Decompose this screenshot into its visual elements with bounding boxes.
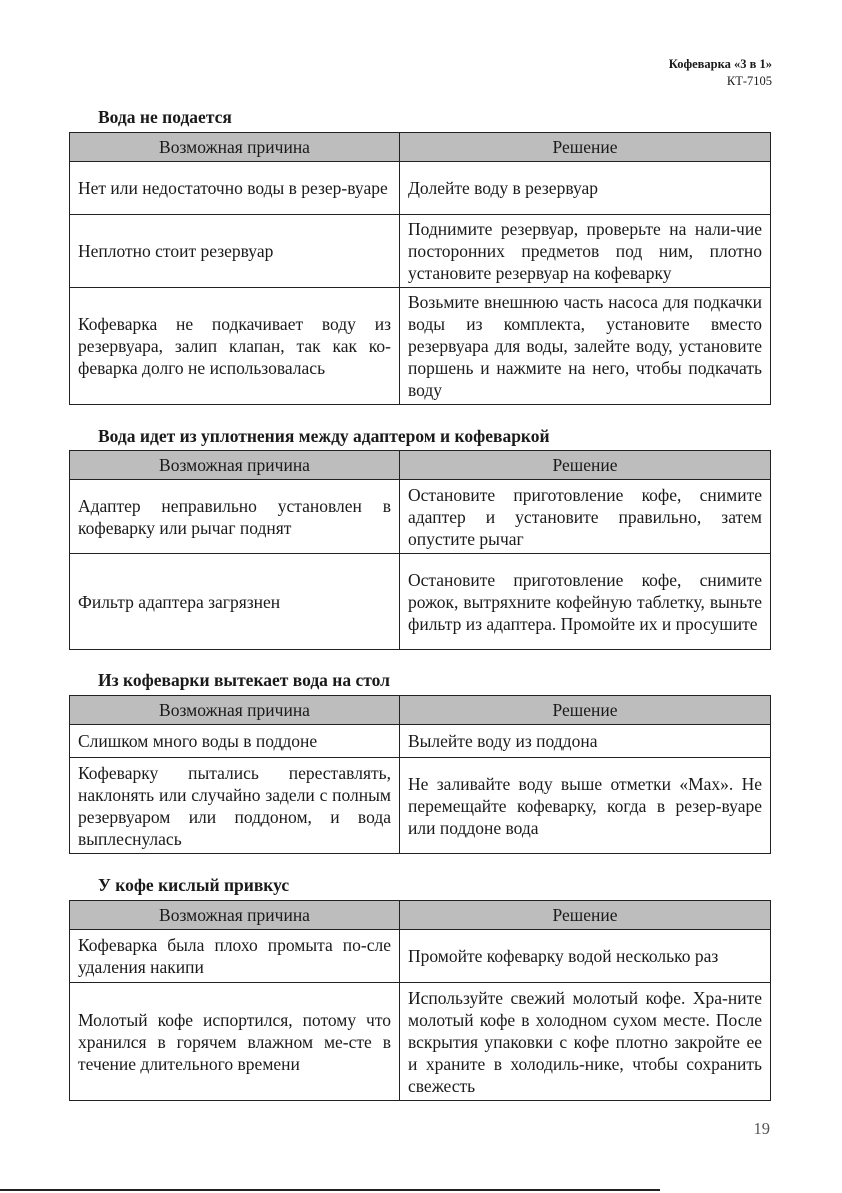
table-row (70, 215, 771, 288)
cause-column-header: Возможная причина (70, 901, 400, 930)
table-row (70, 983, 771, 1101)
table-header-row (70, 451, 771, 480)
cause-cell: Нет или недостаточно воды в резер-вуаре (70, 162, 400, 215)
table-row (70, 288, 771, 405)
solution-cell: Долейте воду в резервуар (400, 162, 771, 215)
solution-column-header: Решение (400, 133, 771, 162)
product-name: Кофеварка «3 в 1» (668, 57, 772, 71)
solution-cell: Вылейте воду из поддона (400, 725, 771, 758)
cause-column-header: Возможная причина (70, 451, 400, 480)
troubleshooting-table (69, 450, 771, 650)
section-title: У кофе кислый привкус (98, 875, 290, 895)
page-header (669, 56, 772, 90)
bottom-rule (0, 1189, 660, 1191)
table-header-row (70, 696, 771, 725)
solution-cell: Не заливайте воду выше отметки «Max». Не перемещайте кофеварку, когда в резер-вуаре или поддоне вода (400, 758, 771, 854)
solution-column-header: Решение (400, 451, 771, 480)
table-row (70, 758, 771, 854)
section-title: Вода идет из уплотнения между адаптером и кофеваркой (98, 426, 550, 446)
troubleshooting-table (69, 132, 771, 405)
cause-cell: Адаптер неправильно установлен в кофеварку или рычаг поднят (70, 480, 400, 554)
table-row (70, 480, 771, 554)
table-header-row (70, 133, 771, 162)
cause-cell: Слишком много воды в поддоне (70, 725, 400, 758)
table-row (70, 725, 771, 758)
solution-cell: Остановите приготовление кофе, снимите рожок, вытряхните кофейную таблетку, выньте фильтр из адаптера. Промойте их и просушите (400, 554, 771, 650)
solution-column-header: Решение (400, 901, 771, 930)
model-number: КТ-7105 (726, 74, 772, 88)
cause-cell: Кофеварку пытались переставлять, наклонять или случайно задели с полным резервуаром или поддоном, и вода выплеснулась (70, 758, 400, 854)
table-header-row (70, 901, 771, 930)
troubleshooting-table (69, 900, 771, 1101)
solution-cell: Промойте кофеварку водой несколько раз (400, 930, 771, 983)
table-row (70, 554, 771, 650)
section-title: Из кофеварки вытекает вода на стол (98, 670, 390, 690)
solution-cell: Остановите приготовление кофе, снимите адаптер и установите правильно, затем опустите рычаг (400, 480, 771, 554)
cause-cell: Молотый кофе испортился, потому что хранился в горячем влажном ме-сте в течение длительного времени (70, 983, 400, 1101)
cause-cell: Кофеварка была плохо промыта по-сле удаления накипи (70, 930, 400, 983)
page-number: 19 (753, 1119, 770, 1138)
cause-column-header: Возможная причина (70, 696, 400, 725)
solution-cell: Используйте свежий молотый кофе. Хра-ните молотый кофе в холодном сухом месте. После вскрытия упаковки с кофе плотно закройте ее и храните в холодиль-нике, чтобы сохранить свежесть (400, 983, 771, 1101)
cause-column-header: Возможная причина (70, 133, 400, 162)
cause-cell: Неплотно стоит резервуар (70, 215, 400, 288)
table-row (70, 930, 771, 983)
solution-column-header: Решение (400, 696, 771, 725)
section-title: Вода не подается (98, 107, 232, 127)
cause-cell: Кофеварка не подкачивает воду из резервуара, залип клапан, так как ко-феварка долго не использовалась (70, 288, 400, 405)
cause-cell: Фильтр адаптера загрязнен (70, 554, 400, 650)
solution-cell: Возьмите внешнюю часть насоса для подкачки воды из комплекта, установите вместо резервуара для воды, залейте воду, установите поршень и нажмите на него, чтобы подкачать воду (400, 288, 771, 405)
troubleshooting-table (69, 695, 771, 854)
table-row (70, 162, 771, 215)
solution-cell: Поднимите резервуар, проверьте на нали-чие посторонних предметов под ним, плотно установите резервуар на кофеварку (400, 215, 771, 288)
